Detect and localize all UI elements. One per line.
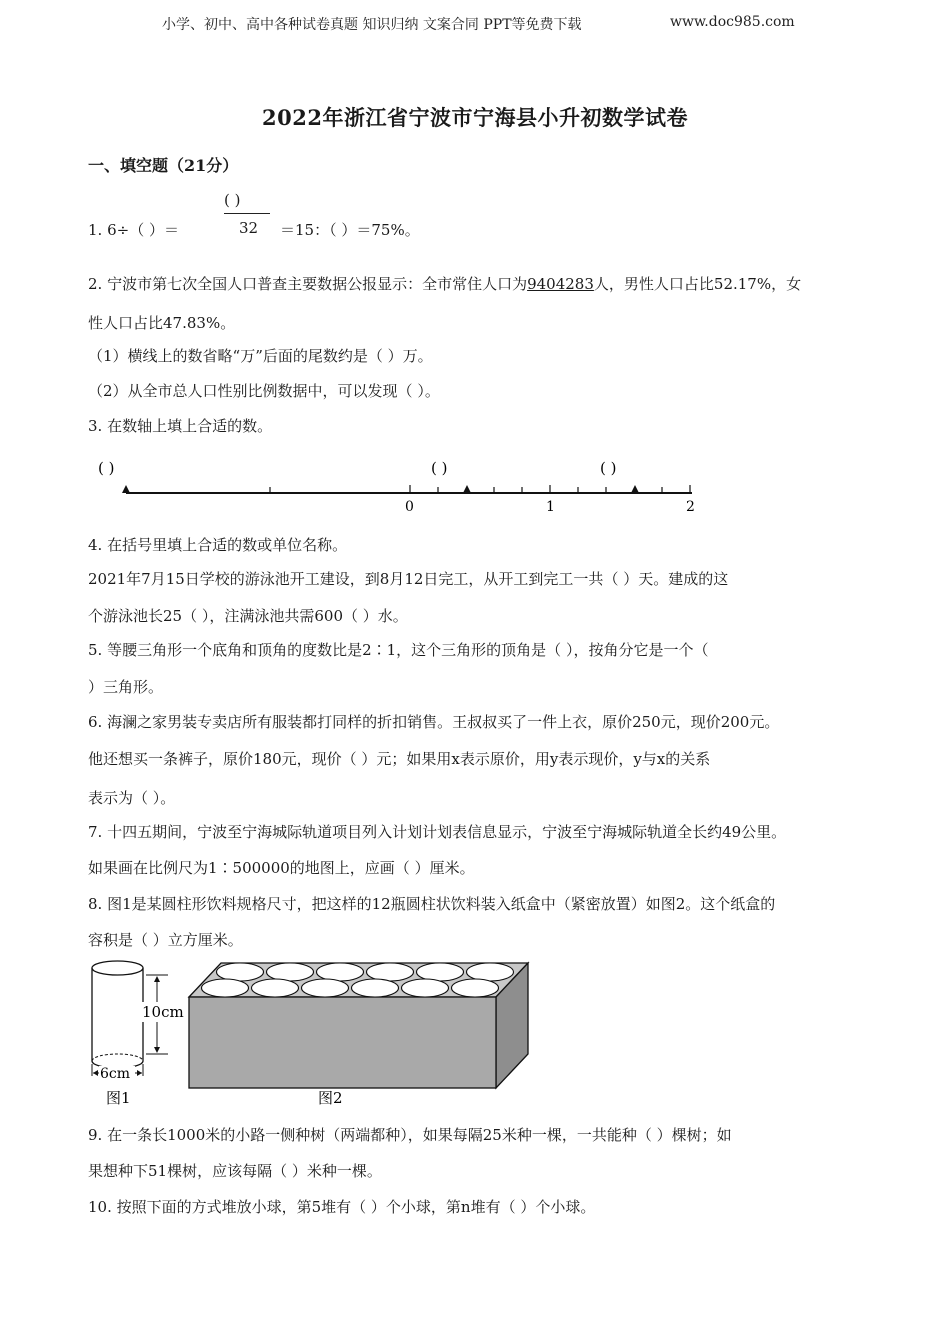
q1-fraction-bar <box>224 213 270 214</box>
cylinder-diameter-label: 6cm <box>100 1066 131 1082</box>
q1-fraction-bottom: 32 <box>239 219 259 237</box>
q3-text: 3. 在数轴上填上合适的数。 <box>88 417 273 435</box>
q6-line3: 表示为（ ）。 <box>88 789 176 807</box>
number-line-figure <box>88 452 708 516</box>
q2-sub2: （2）从全市总人口性别比例数据中，可以发现（ ）。 <box>88 382 440 400</box>
page-title: 2022年浙江省宁波市宁海县小升初数学试卷 <box>262 105 688 130</box>
section-heading: 一、填空题（21分） <box>88 156 239 175</box>
number-line-blank-2: ( ) <box>431 459 448 477</box>
number-line-label-2: 2 <box>686 499 695 515</box>
q2-line1-a: 2. 宁波市第七次全国人口普查主要数据公报显示：全市常住人口为 <box>88 275 528 293</box>
number-line-blank-1: ( ) <box>98 459 115 477</box>
q6-line2: 他还想买一条裤子，原价180元，现价（ ）元；如果用x表示原价，用y表示现价，y与x的关系 <box>88 750 711 768</box>
q2-line2: 性人口占比47.83%。 <box>88 314 236 332</box>
q2-population-number: 9404283 <box>527 275 594 293</box>
number-line-marker-1 <box>122 485 130 493</box>
q8-line2: 容积是（ ）立方厘米。 <box>88 931 243 949</box>
q6-line1: 6. 海澜之家男装专卖店所有服装都打同样的折扣销售。王叔叔买了一件上衣，原价250元，现价200元。 <box>88 713 780 731</box>
q8-figures <box>86 958 536 1108</box>
cylinder-figure <box>92 961 185 1107</box>
figure-1-label: 图1 <box>106 1089 131 1107</box>
q1-fraction-top: ( ) <box>224 191 241 209</box>
cylinder-height-label: 10cm <box>142 1003 184 1021</box>
figure-2-label: 图2 <box>318 1089 343 1107</box>
number-line-blank-3: ( ) <box>600 459 617 477</box>
header-url[interactable]: www.doc985.com <box>670 14 795 30</box>
header-left: 小学、初中、高中各种试卷真题 知识归纳 文案合同 PPT等免费下载 <box>162 17 582 33</box>
q7-line2: 如果画在比例尺为1∶500000的地图上，应画（ ）厘米。 <box>88 859 475 877</box>
q5-line1: 5. 等腰三角形一个底角和顶角的度数比是2∶1，这个三角形的顶角是（ ），按角分它是一个（ <box>88 641 709 659</box>
q5-line2: ）三角形。 <box>88 678 164 696</box>
q9-line2: 果想种下51棵树，应该每隔（ ）米种一棵。 <box>88 1162 382 1180</box>
q7-line1: 7. 十四五期间，宁波至宁海城际轨道项目列入计划计划表信息显示，宁波至宁海城际轨道全长约49公里。 <box>88 823 787 841</box>
number-line-label-0: 0 <box>405 499 414 515</box>
q2-sub1: （1）横线上的数省略“万”后面的尾数约是（ ）万。 <box>88 347 433 365</box>
number-line-marker-2 <box>463 485 471 493</box>
q9-line1: 9. 在一条长1000米的小路一侧种树（两端都种），如果每隔25米种一棵，一共能种（ ）棵树；如 <box>88 1126 732 1144</box>
q1-part-a: 1. 6÷（ ）＝ <box>88 221 179 239</box>
q4-line2: 个游泳池长25（ ），注满泳池共需600（ ）水。 <box>88 607 408 625</box>
box-figure <box>189 963 528 1107</box>
q4-line1: 2021年7月15日学校的游泳池开工建设，到8月12日完工，从开工到完工一共（ ）天。建成的这 <box>88 570 729 588</box>
q4-text: 4. 在括号里填上合适的数或单位名称。 <box>88 536 348 554</box>
q1-part-b: ＝15：（ ）＝75%。 <box>280 221 420 239</box>
number-line-label-1: 1 <box>546 499 555 515</box>
q8-line1: 8. 图1是某圆柱形饮料规格尺寸，把这样的12瓶圆柱状饮料装入纸盒中（紧密放置）如图2。这个纸盒的 <box>88 895 776 913</box>
q10-line1: 10. 按照下面的方式堆放小球，第5堆有（ ）个小球，第n堆有（ ）个小球。 <box>88 1198 596 1216</box>
number-line-marker-3 <box>631 485 639 493</box>
q2-line1-b: 人，男性人口占比52.17%，女 <box>593 275 802 293</box>
